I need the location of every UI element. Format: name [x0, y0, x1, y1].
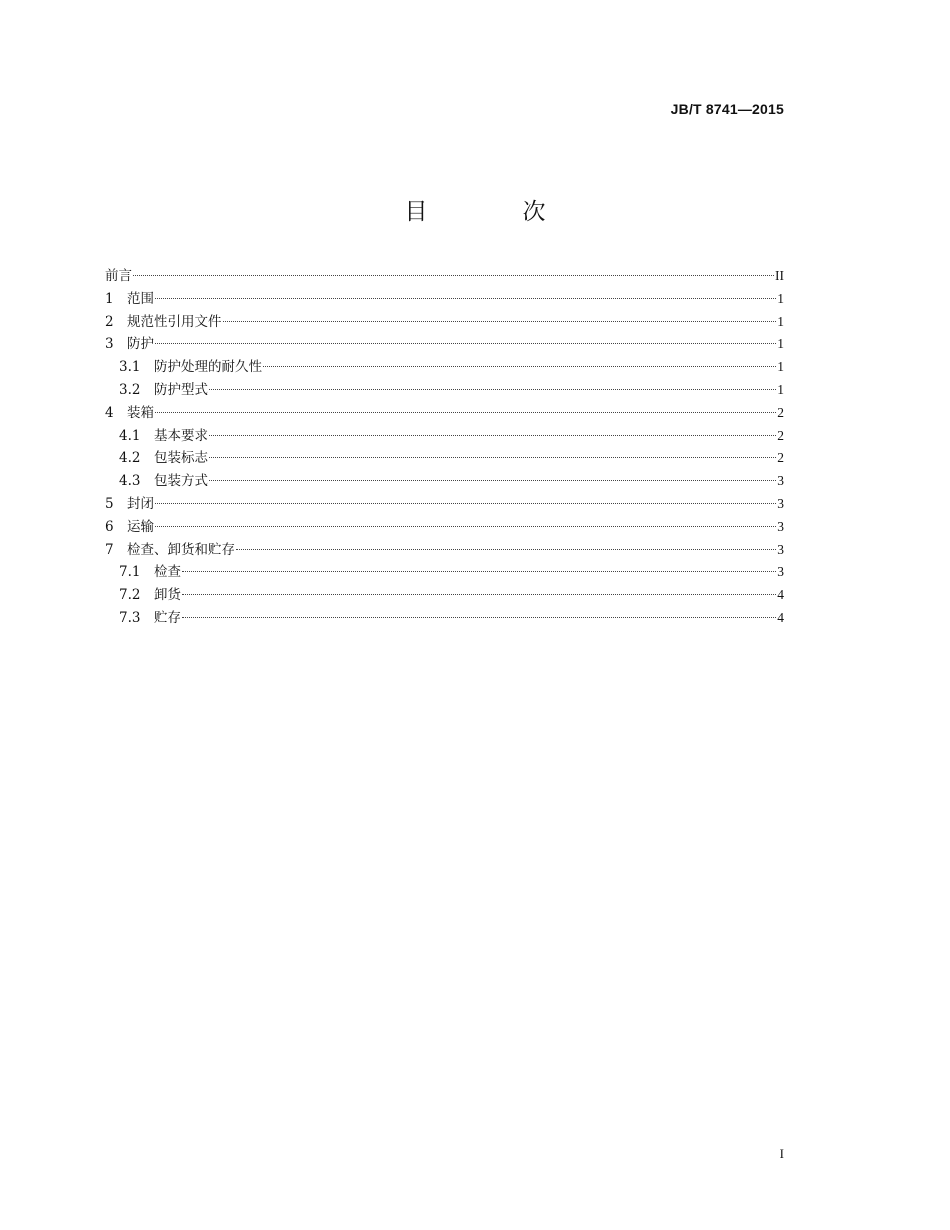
toc-dot-leader [182, 571, 776, 572]
toc-dot-leader [209, 435, 776, 436]
toc-entry-page: 1 [777, 359, 784, 375]
toc-entry-text: 前言 [105, 268, 132, 284]
toc-entry-number: 4 [105, 404, 114, 421]
toc-entry-text: 检查、卸货和贮存 [127, 541, 235, 558]
toc-entry-page: 3 [777, 495, 784, 511]
toc-entry-text: 检查 [154, 564, 181, 581]
toc-entry-text: 贮存 [154, 609, 181, 626]
toc-entry-number: 4.2 [119, 450, 141, 467]
toc-entry-text: 规范性引用文件 [127, 313, 222, 330]
toc-entry-1[interactable] [105, 288, 784, 311]
toc-entry-page: 4 [777, 587, 784, 603]
page-number: I [779, 1146, 784, 1161]
toc-entry-4[interactable] [105, 402, 784, 425]
toc-dot-leader [263, 366, 776, 367]
toc-entry-text: 卸货 [154, 587, 181, 604]
toc-entry-3-1[interactable] [105, 356, 784, 379]
toc-entry-number: 7.2 [119, 587, 141, 604]
toc-entry-text: 包装标志 [154, 450, 208, 467]
toc-dot-leader [223, 321, 777, 322]
toc-entry-4-2[interactable] [105, 447, 784, 470]
toc-entry-page: 2 [777, 450, 784, 466]
toc-dot-leader [209, 389, 776, 390]
toc-dot-leader [209, 457, 776, 458]
toc-entry-7-2[interactable] [105, 584, 784, 607]
toc-entry-number: 7.1 [119, 564, 141, 581]
toc-entry-page: 3 [777, 564, 784, 580]
toc-entry-page: 1 [777, 336, 784, 352]
toc-entry-page: 2 [777, 427, 784, 443]
toc-dot-leader [155, 526, 776, 527]
toc-entry-text: 防护处理的耐久性 [154, 359, 262, 376]
toc-entry-page: 3 [777, 473, 784, 489]
toc-dot-leader [236, 549, 776, 550]
toc-entry-2[interactable] [105, 311, 784, 334]
toc-entry-number: 3 [105, 336, 114, 353]
toc-entry-page: 1 [777, 290, 784, 306]
toc-entry-text: 包装方式 [154, 473, 208, 490]
toc-entry-number: 3.1 [119, 359, 141, 376]
toc-entry-text: 防护 [127, 336, 154, 353]
toc-dot-leader [155, 412, 776, 413]
toc-entry-6[interactable] [105, 516, 784, 539]
toc-entry-number: 2 [105, 313, 114, 330]
toc-entry-page: 3 [777, 518, 784, 534]
toc-entry-5[interactable] [105, 493, 784, 516]
toc-dot-leader [155, 503, 776, 504]
toc-entry-text: 基本要求 [154, 427, 208, 444]
toc-entry-text: 运输 [127, 518, 154, 535]
toc-entry-4-1[interactable] [105, 425, 784, 448]
toc-entry-number: 5 [105, 495, 114, 512]
toc-entry-3-2[interactable] [105, 379, 784, 402]
toc-entry-text: 封闭 [127, 495, 154, 512]
toc-entry-3[interactable] [105, 333, 784, 356]
toc-dot-leader [155, 298, 776, 299]
toc-entry-number: 4.3 [119, 473, 141, 490]
toc-dot-leader [182, 594, 776, 595]
toc-entry-page: II [775, 268, 784, 283]
toc-dot-leader [133, 275, 774, 276]
toc-entry-page: 1 [777, 313, 784, 329]
toc-entry-number: 4.1 [119, 427, 141, 444]
toc-dot-leader [155, 343, 776, 344]
toc-dot-leader [182, 617, 776, 618]
toc-entry-foreword[interactable] [105, 265, 784, 288]
toc-entry-page: 4 [777, 609, 784, 625]
toc-entry-4-3[interactable] [105, 470, 784, 493]
toc-entry-7[interactable] [105, 539, 784, 562]
toc-entry-page: 2 [777, 404, 784, 420]
toc-entry-page: 1 [777, 381, 784, 397]
toc-entry-text: 防护型式 [154, 381, 208, 398]
toc-entry-page: 3 [777, 541, 784, 557]
toc-entry-7-3[interactable] [105, 607, 784, 630]
table-of-contents [105, 265, 784, 630]
standard-code: JB/T 8741—2015 [670, 101, 784, 117]
toc-entry-number: 6 [105, 518, 114, 535]
toc-entry-number: 3.2 [119, 381, 141, 398]
page-title: 目 次 [404, 199, 582, 225]
toc-entry-text: 装箱 [127, 404, 154, 421]
toc-entry-7-1[interactable] [105, 561, 784, 584]
toc-dot-leader [209, 480, 776, 481]
toc-entry-number: 7.3 [119, 609, 141, 626]
toc-entry-text: 范围 [127, 290, 154, 307]
toc-entry-number: 7 [105, 541, 114, 558]
toc-entry-number: 1 [105, 290, 114, 307]
